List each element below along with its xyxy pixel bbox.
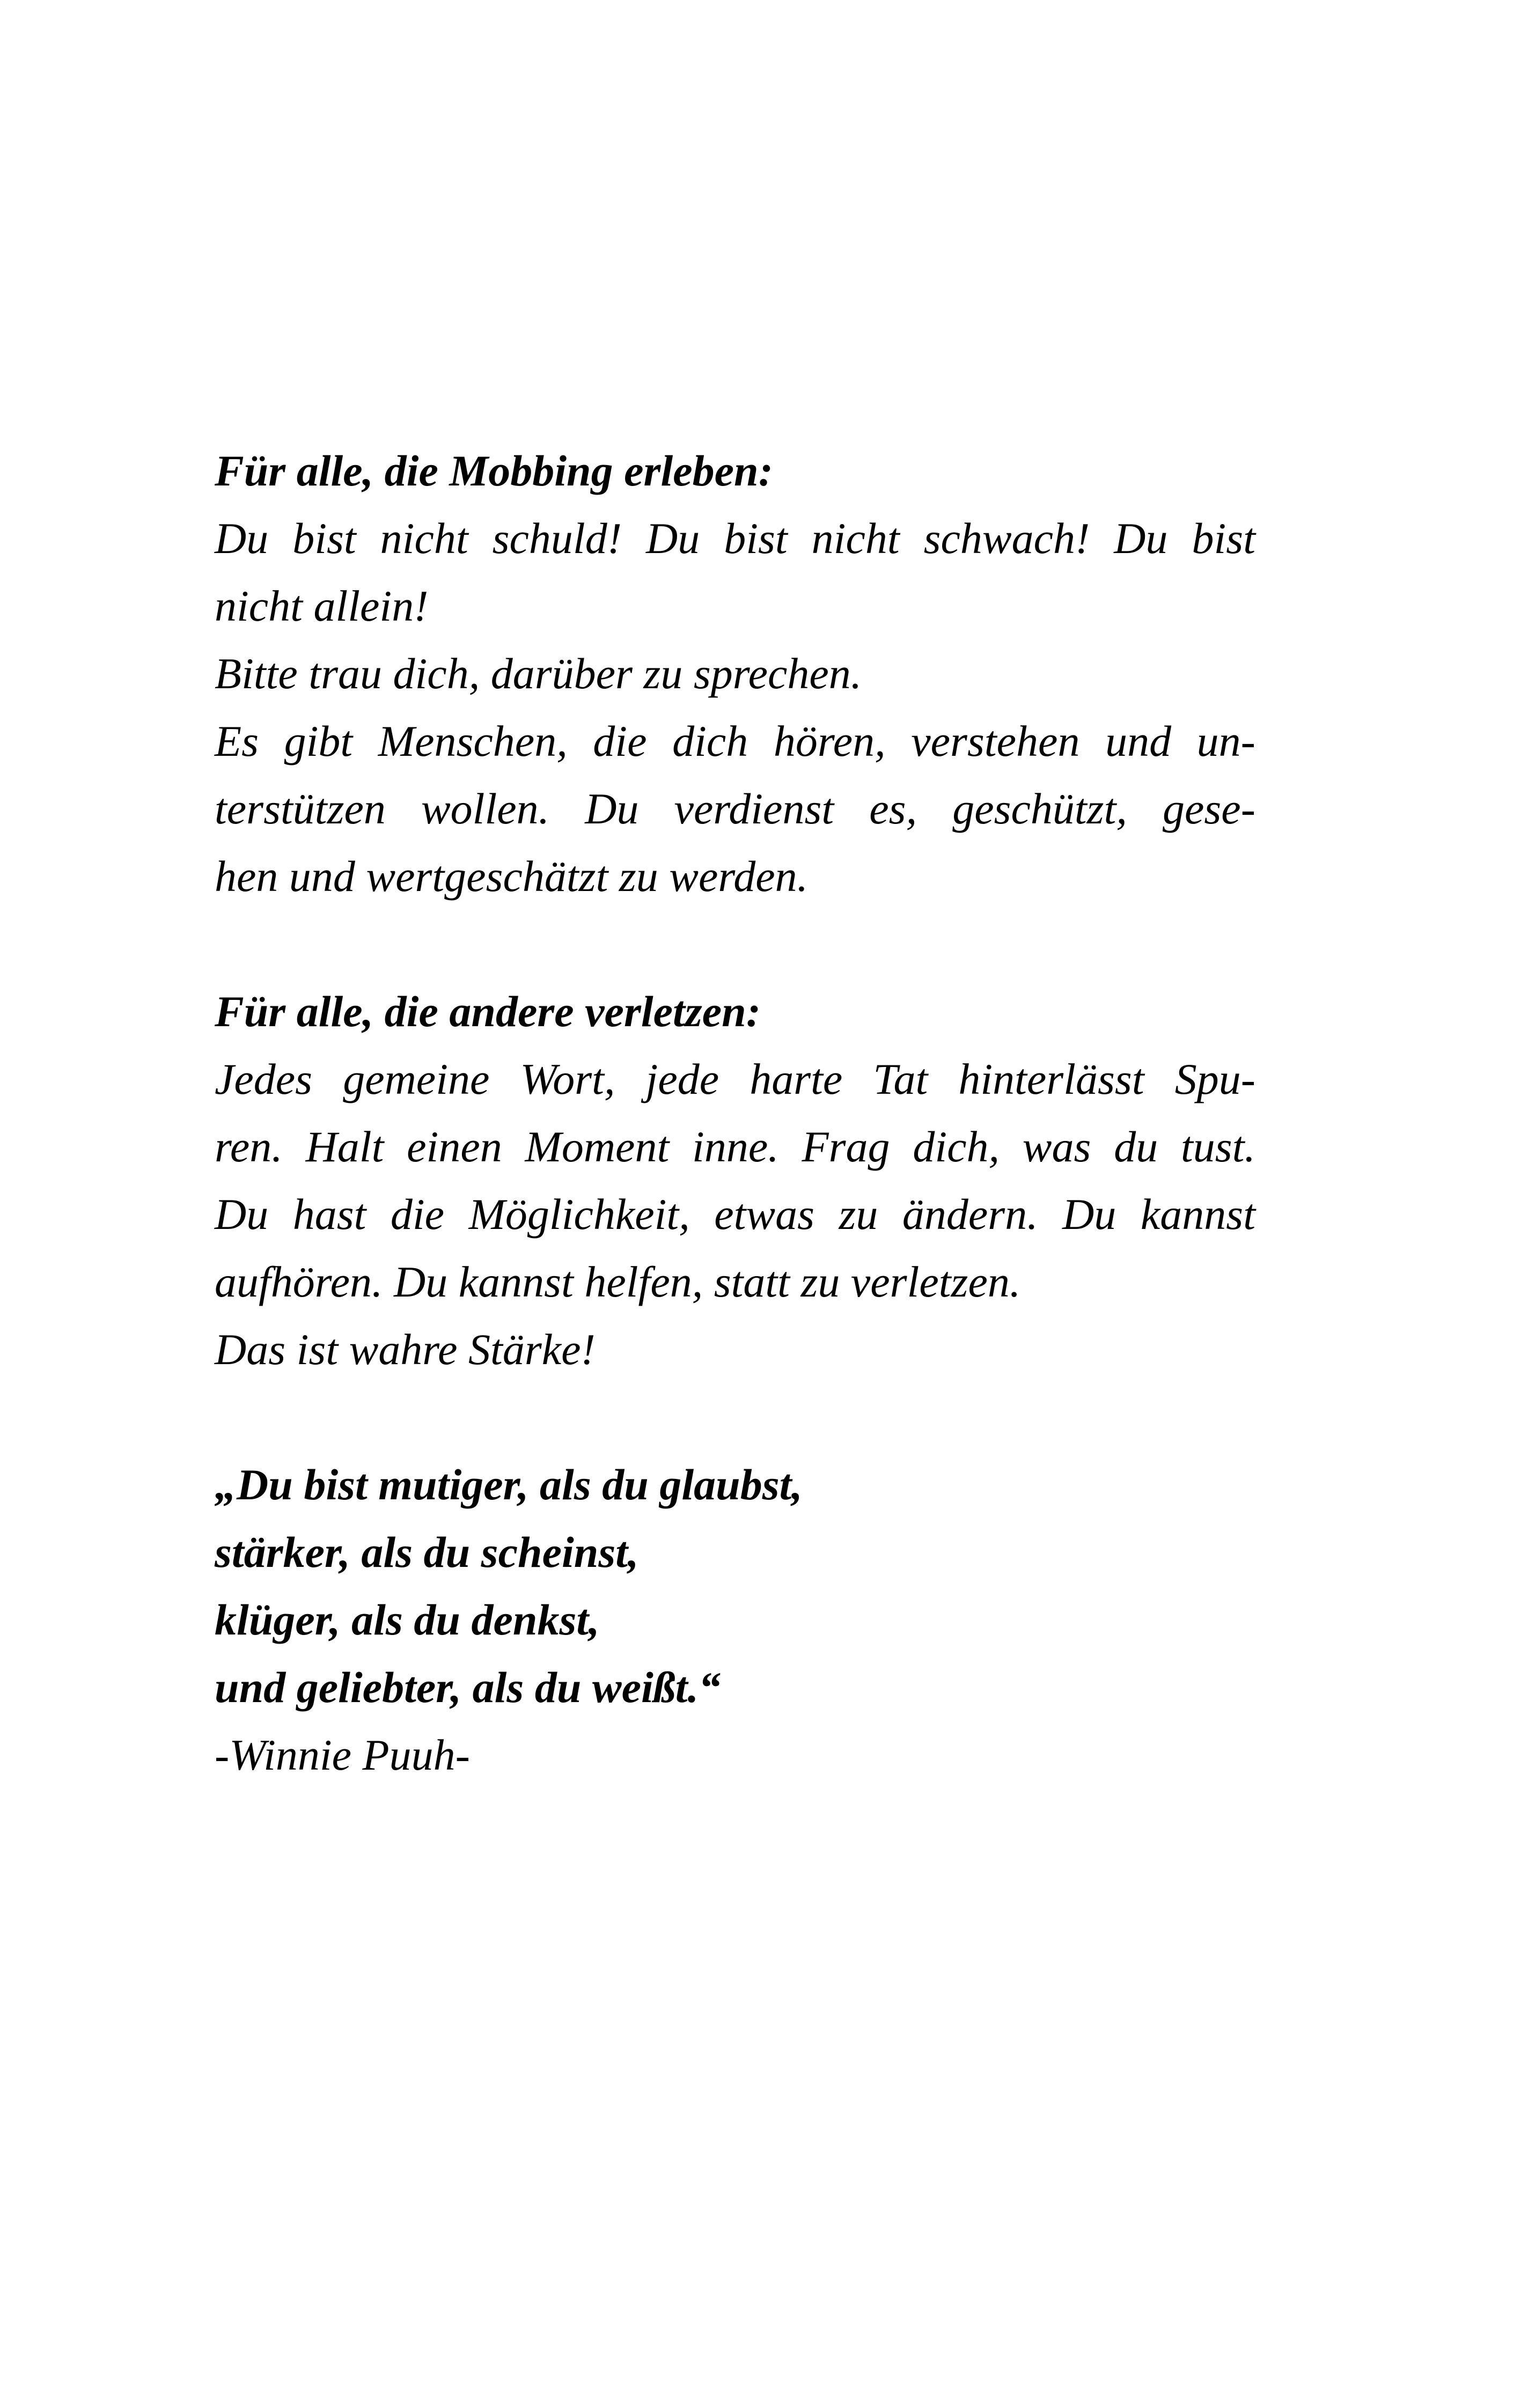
paragraph-line: terstützen wollen. Du verdienst es, geschützt, gese- [215, 784, 1255, 833]
quote-line: stärker, als du scheinst, [215, 1528, 639, 1577]
section-spacer [215, 1383, 1255, 1451]
paragraph-line: aufhören. Du kannst helfen, statt zu verletzen. [215, 1257, 1021, 1306]
quote-attribution: -Winnie Puuh- [215, 1730, 470, 1779]
quote-line: und geliebter, als du weißt.“ [215, 1663, 721, 1712]
page-text [215, 437, 1255, 1789]
paragraph-line: Du hast die Möglichkeit, etwas zu ändern. Du kannst [215, 1190, 1255, 1239]
paragraph-line: Das ist wahre Stärke! [215, 1325, 596, 1374]
heading-bullies: Für alle, die andere verletzen: [215, 987, 761, 1036]
quote-line: klüger, als du denkst, [215, 1595, 600, 1644]
quote-line: „Du bist mutiger, als du glaubst, [215, 1460, 803, 1509]
paragraph-line: Du bist nicht schuld! Du bist nicht schwach! Du bist [215, 514, 1255, 563]
heading-victims: Für alle, die Mobbing erleben: [215, 446, 773, 495]
paragraph-line: Es gibt Menschen, die dich hören, verstehen und un- [215, 717, 1255, 765]
paragraph-line: nicht allein! [215, 581, 429, 630]
paragraph-line: ren. Halt einen Moment inne. Frag dich, was du tust. [215, 1122, 1255, 1171]
paragraph-line: Bitte trau dich, darüber zu sprechen. [215, 649, 862, 698]
paragraph-line: hen und wertgeschätzt zu werden. [215, 852, 809, 901]
section-spacer [215, 910, 1255, 978]
paragraph-line: Jedes gemeine Wort, jede harte Tat hinterlässt Spu- [215, 1055, 1255, 1103]
